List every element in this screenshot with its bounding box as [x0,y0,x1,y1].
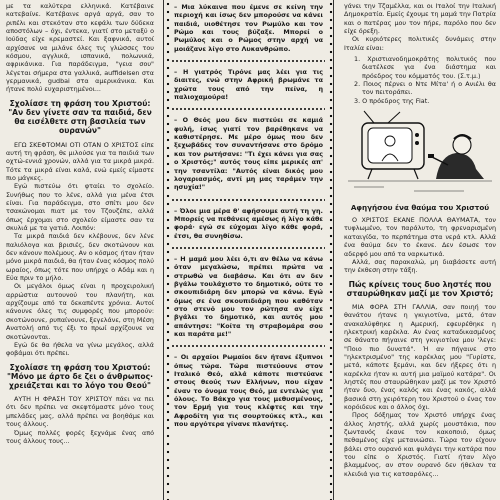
intro-paragraph: γάνει την Τζαμέλλα, και οι Ιταλοί την Ιταλική Δημοκρατία. Εμείς έχουμε τη μαμά την Πατρία και ο πατέρας μου τον πήρε, παρόλο που δεν είχε όρεξη. [344,2,496,36]
body-paragraph: ΑΥΤΗ Η ΦΡΑΣΗ ΤΟΥ ΧΡΙΣΤΟΥ πάει να πει ότι δεν πρέπει να σκεφτόμαστε μόνο τους μπελάδες μας, αλλά πρέπει να βοηθάμε και τους άλλους. [6,395,154,429]
column-middle-boxed [168,0,328,500]
column-rule [333,0,334,500]
cartoon-caption: Αφηγήσου ένα θαύμα του Χριστού [350,203,490,213]
body-paragraph: Τα μικρά παιδιά δεν κλέβουνε, δεν λένε παλιόλογα και βρισιές, δεν σκοτώνουν και δεν κάνουν πολέμους. Αν ο κόσμος ήταν ήταν μόνο μικρά παιδιά, θα ήταν ένας κόσμος πολύ ωραίος, όπως τότε που υπήρχε ο Αδάμ και η Εύα πριν το μήλο. [6,232,154,283]
body-paragraph: Όμως πολλές φορές ξεχνάμε ένας από τους άλλους τους... [6,428,154,445]
section-heading: Σχολίασε τη φράση του Χριστού: "Μόνο με άρτο δε ζει ο άνθρωπος· χρειάζεται και το λόγο του Θεού" [6,362,154,390]
body-paragraph: Αλλά, σας παρακαλώ, μη διαβάσετε αυτή την έκθεση στην τάξη. [344,257,496,275]
body-paragraph: Οι κυριότερες πολιτικές δυνάμεις στην Ιταλία είναι: [344,35,496,52]
body-paragraph: Εγώ δε θα ήθελα να γίνω μεγάλος, αλλά φοβάμαι ότι πρέπει. [6,340,154,358]
intro-paragraph: με τα καλύτερα ελληνικά. Κατέβαινε κατεβαίνε. Κατέβαινε αργά αργά, σαν το ριπέλι και στεκόταν στο κεφάλι των δύδεκα αποστόλων – όχι, έντεκα, γιατί στο μεταξύ ο Ιούδας είχε κρεμαστεί. Και ξαφνικά, αυτοί αρχίσανε να μιλάνε όλες τις γλώσσες του κόσμου, αγγλικά, ισπανικά, πολωνικά, αφρικάνικα. Για παράδειγμα, "γεια σου" λέγεται σήμερα στα γαλλικά, auffidelsen στα γερμανικά, gudbai στα αμερικάνικα. Και ήτανε πολύ ευχαριστημένοι... [6,2,154,94]
cartoon-illustration [344,109,496,201]
footnote-list [354,55,496,105]
tv-cartoon-icon [344,109,496,201]
quote-block: – Η γιατρός Τιρόνε μας λέει για τις διαιτες, ενώ στην Αφρική βρωμάνε τα χρώτα τους από την πείνα, η παλιοχαμούρα! [174,68,323,102]
body-paragraph: Εγώ πιστεύω ότι φταίει το σχολείο. Συνήθως που το λένε, αλλά για μένα έτσι είναι. Για παράδειγμα, στο σπίτι μου δεν τσακώνομαι πιατ με τον Τζουζέπε, αλλά όπως έρχομαι στο σχολείο είμαστε σαν τα σκυλιά με τα γατιά. Λοιπόν: [6,182,154,233]
dotted-separator [171,199,325,201]
quote-block: – Οι αρχαίοι Ρωμαίοι δεν ήτανε έξυπνοι όπως τώρα. Τώρα πιστεύουνε στον Ιταλικό Θεό, αλλά κάποτε πιστεύανε στους θεούς των Ελλήνων, που είχαν έναν το όνομα τους Θεό, μα εντελώς για όλους. Το Βάκχο για τους μεθυσμένους, τον Ερμή για τους κλέφτες και την Αφροδίτη για τις σουρτούκες κτλ., και που αργότερα γίνανε πλανήτες. [174,353,323,429]
dotted-separator [171,247,325,249]
body-paragraph: Προς δόξημας τον Χριστό υπήρχε ένας άλλος ληστής, αλλά χωρίς μουστάκια, που ζωντανός έκανε τον κακοποιό, όμως πεθαμένος είχε μετανιώσει. Τώρα τον είχουν βάλει στο ουρανό και φυλάγει την κατάρα που του είπε ο Χριστός. Γιατί ήταν λίγο βλαμμένος, αν στον ουρανό δεν ήθελαν τα κλειδιά για τις κατσαρόλες... [344,411,496,478]
body-paragraph: ΜΙΑ ΦΟΡΑ ΣΤΗ ΓΑΛΛΙΑ, σαν ποιηή του θανάτου ήτανε η γκιγιοτίνα, μετά, όταν ανακαλύφθηκε η Αμερική, εφευρέθηκε η ηλεκτρική καρέκλα. Αν ένας καταδικασμένος σε θάνατο πήγαινε στη γκιγιοτίνα μου 'λεγε: "Ποιο πιο δυνατά". Ή αν πήγαινε στο "ηλεκτρισμένο" της καρέκλας μου "Γυρίστε, μετά, κάποτε ξεμάνι, και δεν ήξερες ότι η καρέκλα ήταν κι αυτή μια μαϊμού κατάρα". Οι ληστές που σταυρώθηκαν μαζί με τον Χριστό ήταν δυο, ένας καλός και ένας κακός, αλλά βασικά στη χειρότερη του Χριστού ο ένας τον κορόιδευε και ο άλλος όχι. [344,302,496,412]
dotted-separator [171,60,325,62]
quote-block: – Μια λύκαινα που έμενε σε κείνη την περιοχή και ίσως δεν μπορούσε να κάνει παιδιά, υιοθέτησε τον Ρωμύλο και τον Ρώμο και τους βύζαξε. Μπορεί ο Ρωμύλος και ο Ρώμος στην αρχή να μοιάζανε λίγο στο Λυκανθρώπο. [174,3,323,53]
column-right [338,0,500,500]
body-paragraph: Οι μεγάλοι όμως είναι η προχειρολική αρρώστια αυτουνού του πλανήτη, και αρχίζουμε από τα δεκαπέντε χρόνια. Αυτοί κάνουνε όλες τις συμφορές που μπορούν: σκοτώνουνε, ρυπαίνουνε, ξεγελάνε, στη Μέση Ανατολή από τις έξι το πρωί αρχίζουνε να σκοτώνονται. [6,282,154,341]
body-paragraph: Ο ΧΡΙΣΤΟΣ ΕΚΑΝΕ ΠΟΛΛΑ ΘΑΥΜΑΤΑ, τον τυφλωμένο, τον παράλυτο, τη φρεναρισμένη καταιγίδα, το περπάτημα στα νερά κτλ. Αλλά ένα θαύμα δεν το έκανε. Δεν έσωσε τον αδερφό μου από τα ναρκωτικά. [344,216,496,258]
quote-block: – Ο Θεός μου δεν πιστεύει σε καμιά φυλή, ίσως γιατί τον βαρέθηκανε να καθιστέρησε. Με μέρο όμως που δεν ξεχωβάδες τον συναντήσανε στο δρόμο και τον ρωτήσανε: "Τι έχει κάνει για σας ο Χριστός;" αυτός τους είπε μερικές απ' την τσαντίλα: "Αυτός είναι δικός μου λογαριασμός, αντί μη μας ταράμεν την ησυχία!" [174,116,323,192]
column-rule [163,0,164,500]
dotted-separator [171,345,325,347]
section-heading: Σχολίασε τη φράση του Χριστού: "Αν δεν γίνετε σαν τα παιδιά, δεν θα εισέλθετε στη βασιλεία των ουρανών" [8,98,152,136]
footnote-item: 1. Χριστιανοδημοκράτης πολιτικός που διατέλεσε για ένα διάστημα και πρόεδρος του κόμματός του. (Σ.τ.μ.) [354,55,496,80]
footnote-item: 3. Ο πρόεδρος της Fiat. [354,96,430,105]
dotted-separator [171,108,325,110]
body-paragraph: ΕΓΩ ΣΚΕΦΤΟΜΑΙ ΟΤΙ ΟΤΑΝ Ο ΧΡΙΣΤΟΣ είπε αυτή τη φράση, θε μιλούσε για τα παιδιά των οχτώ-εννιά χρονών, αλλά για τα μικρά μικρά. Τότε τα μικρά είναι καλά, ενώ εμείς είμαστε πιο μάγκες. [6,140,154,182]
quote-block: – Όλοι μια μέρα θ' αφήσουμε αυτή τη γη. Μπορείς να πεθάνεις αμέσως ή λίγο κάθε φορά· εγώ σε εύχομαι λίγο κάθε φορά, έτσι, θα συνηθίσω. [174,206,323,240]
column-left [0,0,160,500]
footnote-item: 2. Ποιος πέρνει ο Ντε Μίτα' ή ο Ανιέλι θα τον πειτοράπει. [354,80,496,97]
section-heading: Πώς κρίνεις τους δυο ληστές που σταυρώθηκαν μαζί με τον Χριστό; [346,279,494,298]
quote-block: – Η μαμά μου λέει ό,τι αν θέλω να κάνω όταν μεγαλώσω, πρέπει πρώτα να στρωθώ να διαβάσω. Και ότι αν δεν βγάλω τουλάχιστο το δημοτικό, ούτε το σκουπιδιάρη δεν μπορώ να κάνω. Εγώ όμως σε ένα σκουπιδιάρη που καθόταν στο στενό μου τον ρώτησα αν είχε βγάλει το δημοτικό, και αυτός μου απάντησε: "Κοίτα τη στραβομάρα σου και παράτα με!" [174,254,323,338]
